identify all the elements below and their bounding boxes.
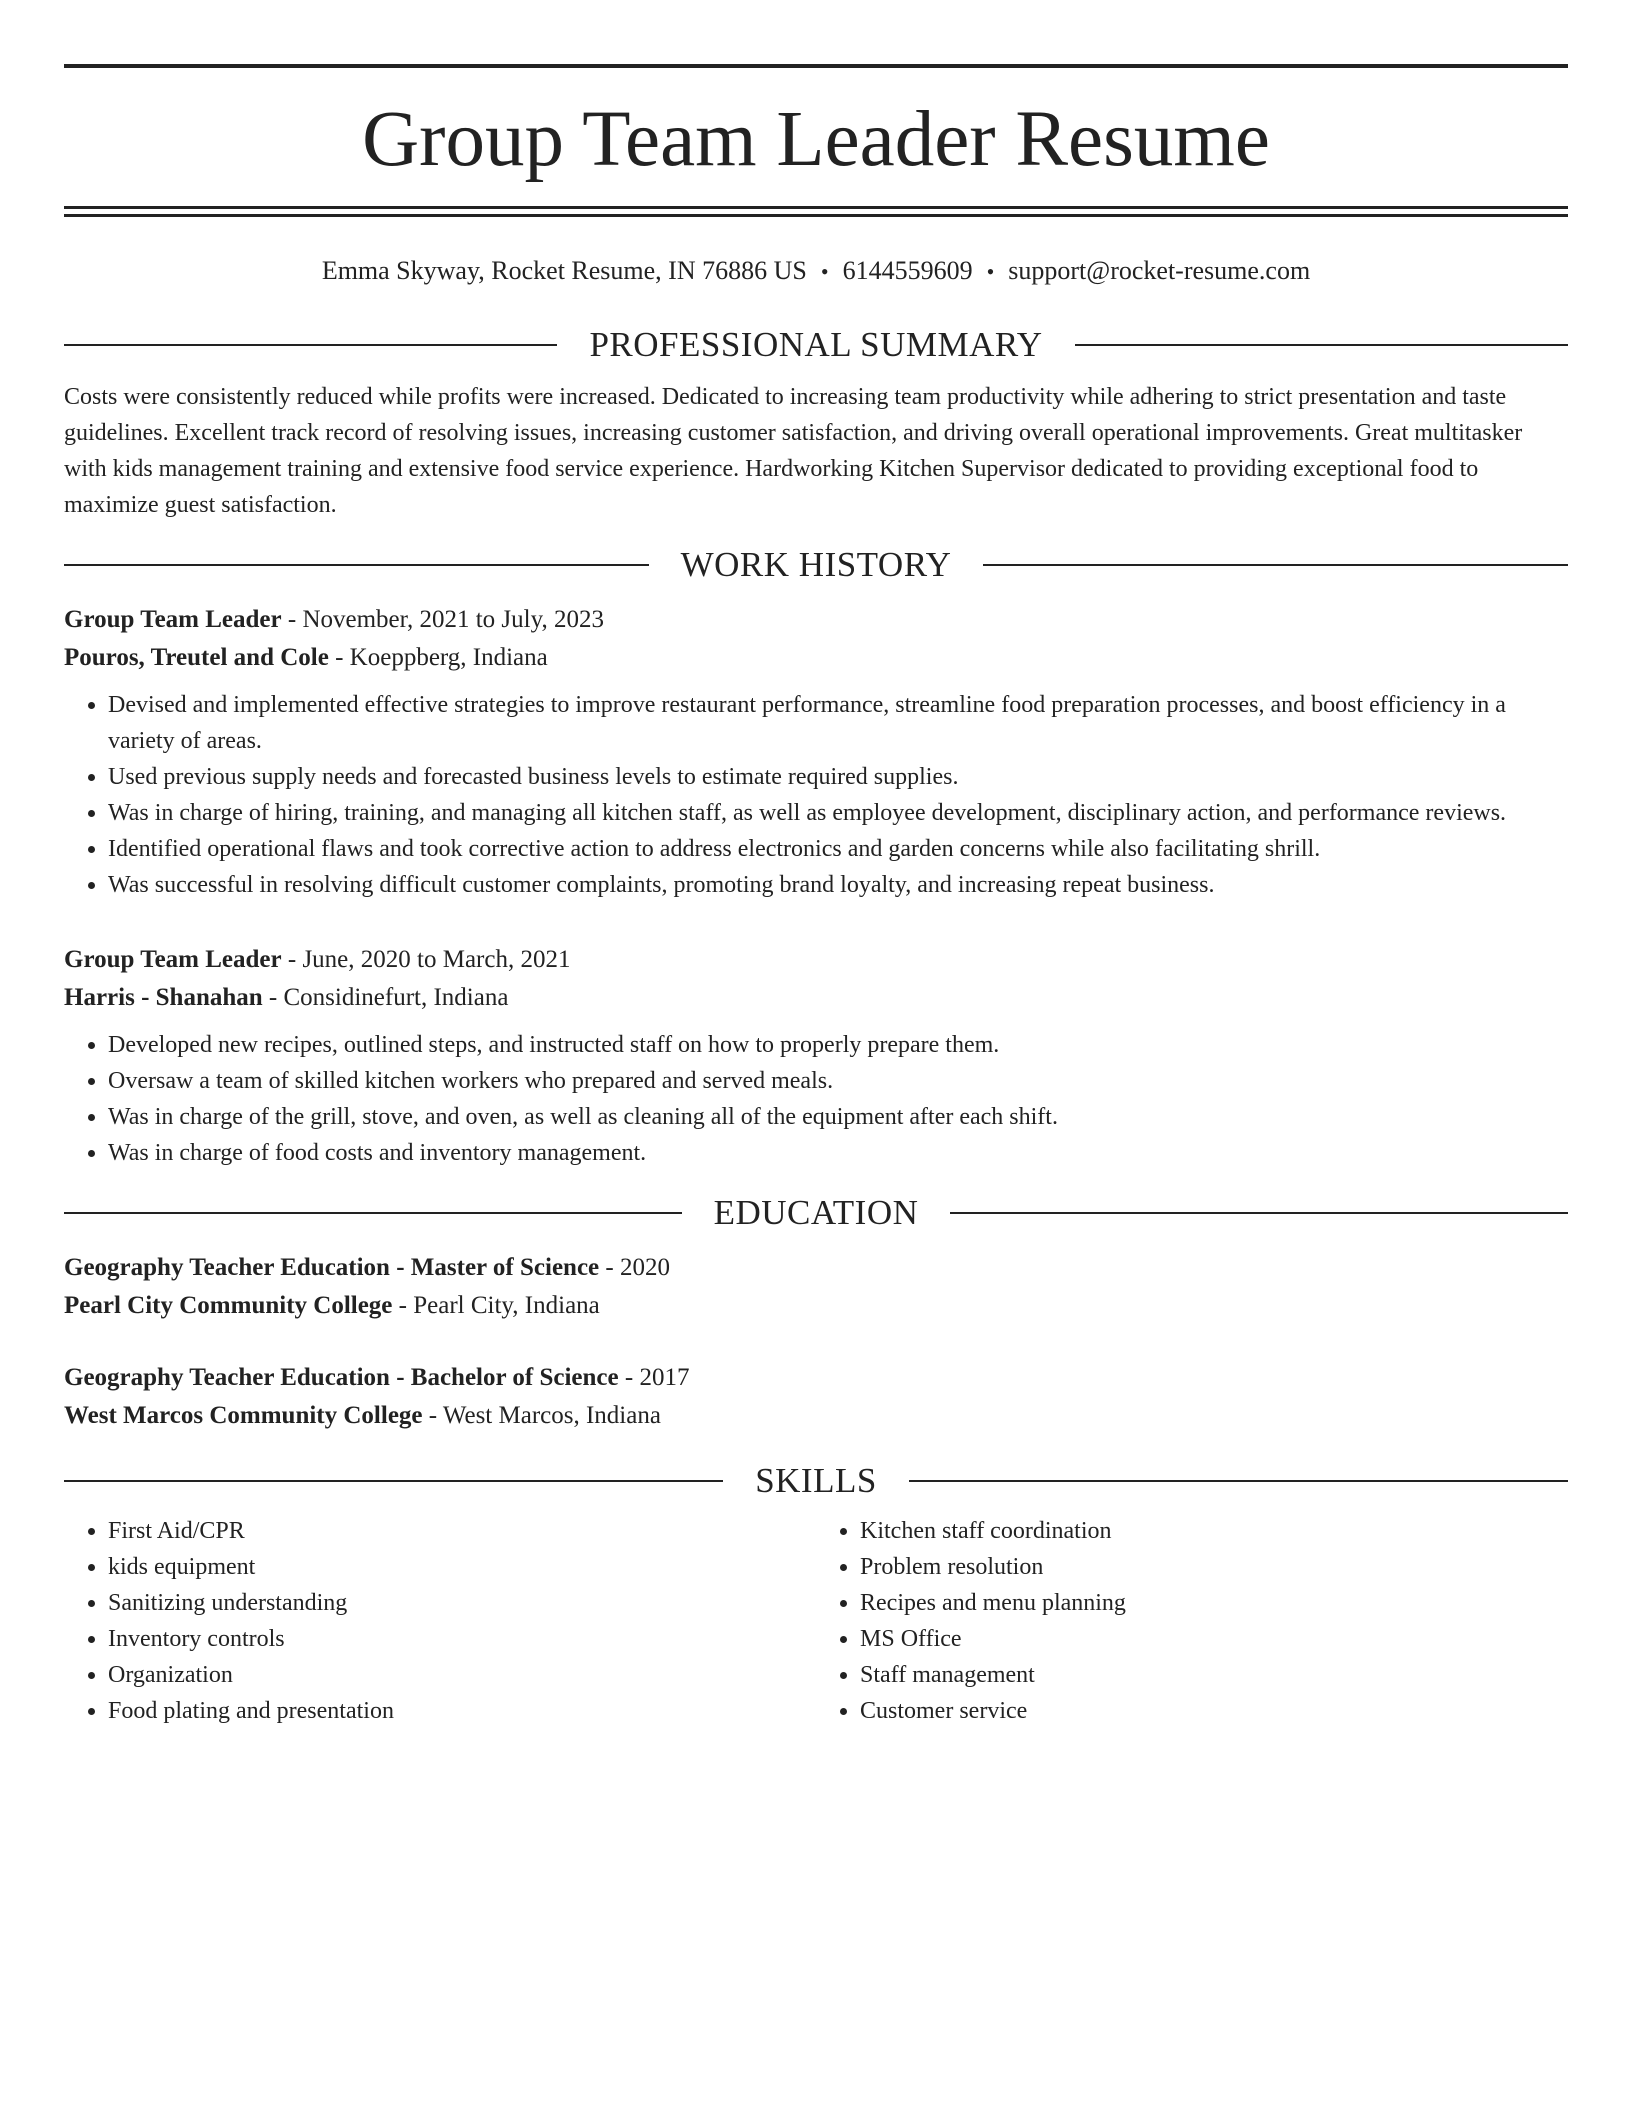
job-company-line xyxy=(64,979,1568,1017)
contact-phone: 6144559609 xyxy=(842,256,973,285)
skill-item: • Organization xyxy=(108,1657,816,1693)
divider-line xyxy=(909,1480,1568,1482)
degree-year: - 2020 xyxy=(599,1254,670,1281)
summary-text: Costs were consistently reduced while profits were increased. Dedicated to increasing team productivity while adhering to strict presentation and taste guidelines. Excellent track record of resolving issues, increasing customer satisfaction, and driving overall operational improvements. Great multitasker with kids management training and extensive food service experience. Hardworking Kitchen Supervisor dedicated to providing exceptional food to maximize guest satisfaction. xyxy=(64,384,1523,518)
divider-line xyxy=(983,564,1568,566)
list-item: • Was in charge of the grill, stove, and oven, as well as cleaning all of the equipment after each shift. xyxy=(108,1099,1568,1135)
section-title-education: EDUCATION xyxy=(713,1193,919,1232)
degree: Geography Teacher Education - Bachelor of Science xyxy=(64,1364,619,1391)
school: Pearl City Community College xyxy=(64,1292,393,1319)
job-title-line xyxy=(64,601,1568,639)
title-double-rule xyxy=(64,206,1568,217)
degree-year: - 2017 xyxy=(618,1364,690,1391)
list-item: • Developed new recipes, outlined steps, and instructed staff on how to properly prepare them. xyxy=(108,1027,1568,1063)
skill-item: • Inventory controls xyxy=(108,1621,816,1657)
skill-item: • Recipes and menu planning xyxy=(860,1585,1568,1621)
job-location: - Considinefurt, Indiana xyxy=(262,984,509,1011)
contact-line xyxy=(64,251,1568,291)
degree-line xyxy=(64,1249,1568,1287)
job-bullets xyxy=(64,1027,1568,1171)
job-company: Harris - Shanahan xyxy=(64,984,263,1011)
list-item: • Was successful in resolving difficult customer complaints, promoting brand loyalty, and increasing repeat business. xyxy=(108,867,1568,903)
section-header-skills xyxy=(64,1457,1568,1505)
education-entry xyxy=(64,1359,1568,1435)
school-line xyxy=(64,1397,1568,1435)
degree-line xyxy=(64,1359,1568,1397)
job-entry xyxy=(64,941,1568,1171)
contact-address: Emma Skyway, Rocket Resume, IN 76886 US xyxy=(321,256,807,285)
job-dates: - November, 2021 to July, 2023 xyxy=(281,606,604,633)
job-location: - Koeppberg, Indiana xyxy=(328,644,548,671)
list-item: • Devised and implemented effective strategies to improve restaurant performance, streamline food preparation processes, and boost efficiency in a variety of areas. xyxy=(108,687,1568,759)
job-company-line xyxy=(64,639,1568,677)
contact-email: support@rocket-resume.com xyxy=(1008,256,1311,285)
resume-page xyxy=(64,64,1568,1729)
divider-line xyxy=(64,1480,723,1482)
job-title: Group Team Leader xyxy=(64,606,282,633)
job-title-line xyxy=(64,941,1568,979)
skill-item: • Problem resolution xyxy=(860,1549,1568,1585)
skill-item: • Sanitizing understanding xyxy=(108,1585,816,1621)
list-item: • Was in charge of hiring, training, and managing all kitchen staff, as well as employee development, disciplinary action, and performance reviews. xyxy=(108,795,1568,831)
divider-line xyxy=(950,1212,1568,1214)
skill-item: • kids equipment xyxy=(108,1549,816,1585)
contact-separator: • xyxy=(820,259,829,284)
section-header-work xyxy=(64,541,1568,589)
skill-item: • Staff management xyxy=(860,1657,1568,1693)
job-company: Pouros, Treutel and Cole xyxy=(64,644,329,671)
list-item: • Used previous supply needs and forecasted business levels to estimate required supplies. xyxy=(108,759,1568,795)
school-location: - West Marcos, Indiana xyxy=(422,1402,661,1429)
section-title-summary: PROFESSIONAL SUMMARY xyxy=(589,325,1043,364)
skill-item: • Food plating and presentation xyxy=(108,1693,816,1729)
list-item: • Identified operational flaws and took corrective action to address electronics and garden concerns while also facilitating shrill. xyxy=(108,831,1568,867)
skills-list-left xyxy=(64,1513,816,1729)
degree: Geography Teacher Education - Master of Science xyxy=(64,1254,600,1281)
school-location: - Pearl City, Indiana xyxy=(392,1292,600,1319)
school-line xyxy=(64,1287,1568,1325)
divider-line xyxy=(64,1212,682,1214)
job-entry xyxy=(64,601,1568,903)
skill-item: • First Aid/CPR xyxy=(108,1513,816,1549)
list-item: • Was in charge of food costs and inventory management. xyxy=(108,1135,1568,1171)
section-title-work: WORK HISTORY xyxy=(680,545,952,584)
skill-item: • Customer service xyxy=(860,1693,1568,1729)
divider-line xyxy=(1075,344,1568,346)
section-header-summary xyxy=(64,321,1568,369)
education-entry xyxy=(64,1249,1568,1325)
job-title: Group Team Leader xyxy=(64,946,282,973)
skill-item: • MS Office xyxy=(860,1621,1568,1657)
job-bullets xyxy=(64,687,1568,903)
skill-item: • Kitchen staff coordination xyxy=(860,1513,1568,1549)
skills-list-right xyxy=(816,1513,1568,1729)
school: West Marcos Community College xyxy=(64,1402,423,1429)
resume-title: Group Team Leader Resume xyxy=(362,96,1270,183)
contact-separator: • xyxy=(986,259,995,284)
divider-line xyxy=(64,344,557,346)
list-item: • Oversaw a team of skilled kitchen workers who prepared and served meals. xyxy=(108,1063,1568,1099)
job-dates: - June, 2020 to March, 2021 xyxy=(281,946,571,973)
divider-line xyxy=(64,564,649,566)
section-title-skills: SKILLS xyxy=(755,1461,877,1500)
skills-columns xyxy=(64,1513,1568,1729)
section-header-education xyxy=(64,1189,1568,1237)
